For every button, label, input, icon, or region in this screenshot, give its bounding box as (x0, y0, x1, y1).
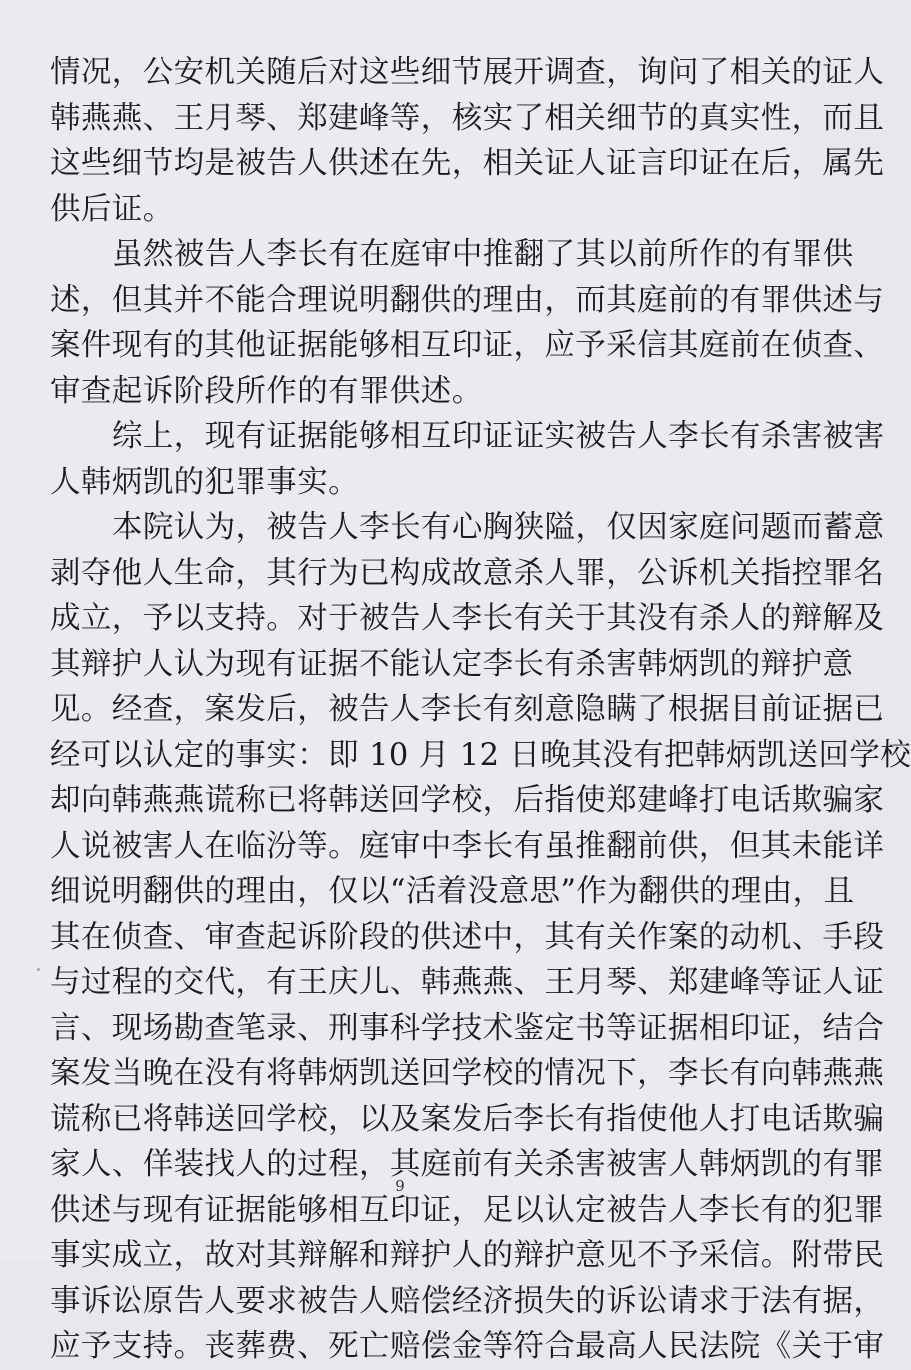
text-line: 这些细节均是被告人供述在先，相关证人证言印证在后，属先 (50, 146, 885, 181)
paragraph-first-line: 本院认为，被告人李长有心胸狭隘，仅因家庭问题而蓄意 (112, 510, 885, 545)
text-line: 家人、佯装找人的过程，其庭前有关杀害被害人韩炳凯的有罪 (50, 1147, 885, 1182)
text-line: 与过程的交代，有王庆儿、韩燕燕、王月琴、郑建峰等证人证 (50, 965, 885, 1000)
paragraph-first-line: 综上，现有证据能够相互印证证实被告人李长有杀害被害 (112, 419, 885, 454)
text-line: 事诉讼原告人要求被告人赔偿经济损失的诉讼请求于法有据， (50, 1283, 885, 1319)
text-line: 韩燕燕、王月琴、郑建峰等，核实了相关细节的真实性，而且 (50, 100, 885, 136)
text-line: 案件现有的其他证据能够相互印证，应予采信其庭前在侦查、 (50, 328, 885, 363)
text-line: 谎称已将韩送回学校，以及案发后李长有指使他人打电话欺骗 (50, 1101, 885, 1137)
scan-speck (37, 968, 40, 971)
text-line: 言、现场勘查笔录、刑事科学技术鉴定书等证据相印证，结合 (50, 1010, 885, 1046)
text-line: 述，但其并不能合理说明翻供的理由，而其庭前的有罪供述与 (50, 282, 885, 318)
text-line: 却向韩燕燕谎称已将韩送回学校，后指使郑建峰打电话欺骗家 (50, 783, 885, 818)
text-line: 审查起诉阶段所作的有罪供述。 (50, 373, 483, 409)
page-number: 9 (395, 1177, 405, 1195)
text-line: 供述与现有证据能够相互印证，足以认定被告人李长有的犯罪 (50, 1192, 885, 1228)
text-line: 成立，予以支持。对于被告人李长有关于其没有杀人的辩解及 (50, 601, 885, 636)
text-line: 供后证。 (50, 191, 174, 227)
text-line: 情况，公安机关随后对这些细节展开调查，询问了相关的证人 (50, 55, 885, 90)
text-line: 见。经查，案发后，被告人李长有刻意隐瞒了根据目前证据已 (50, 692, 885, 727)
text-line: 事实成立，故对其辩解和辩护人的辩护意见不予采信。附带民 (50, 1238, 885, 1273)
text-line: 其辩护人认为现有证据不能认定李长有杀害韩炳凯的辩护意 (50, 646, 854, 682)
text-line: 人韩炳凯的犯罪事实。 (50, 464, 359, 500)
paragraph-first-line: 虽然被告人李长有在庭审中推翻了其以前所作的有罪供 (112, 237, 854, 272)
text-line: 经可以认定的事实：即 10 月 12 日晚其没有把韩炳凯送回学校 (50, 737, 911, 773)
body-text (50, 50, 911, 1370)
text-line: 案发当晚在没有将韩炳凯送回学校的情况下，李长有向韩燕燕 (50, 1056, 885, 1091)
text-line: 人说被害人在临汾等。庭审中李长有虽推翻前供，但其未能详 (50, 828, 885, 864)
text-line: 细说明翻供的理由，仅以“活着没意思”作为翻供的理由，且 (50, 874, 855, 909)
text-line: 剥夺他人生命，其行为已构成故意杀人罪，公诉机关指控罪名 (50, 555, 885, 591)
text-line: 其在侦查、审查起诉阶段的供述中，其有关作案的动机、手段 (50, 919, 885, 955)
text-line: 应予支持。丧葬费、死亡赔偿金等符合最高人民法院《关于审 (50, 1329, 885, 1364)
